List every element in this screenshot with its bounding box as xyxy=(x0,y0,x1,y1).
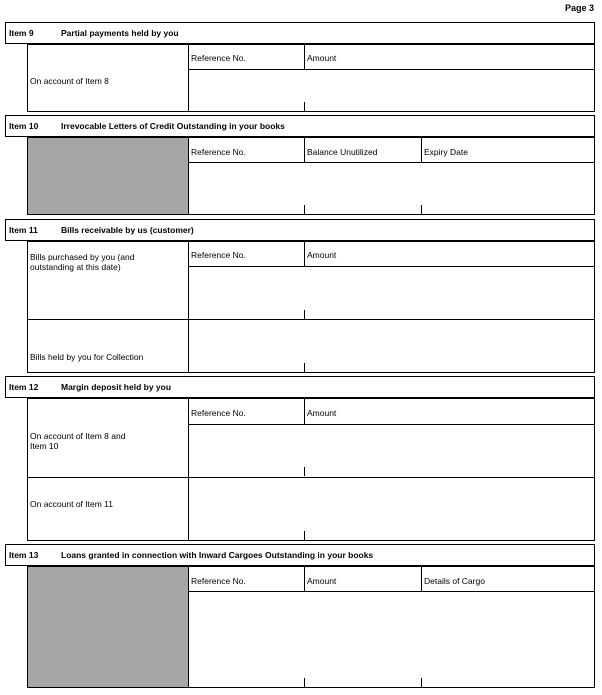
item12-row1-entry-area[interactable] xyxy=(189,425,594,476)
item9-row-label: On account of Item 8 xyxy=(30,76,109,86)
item9-col-divider xyxy=(304,44,305,69)
item11-row1-entry-area[interactable] xyxy=(189,267,594,318)
item11-row2-entry-area[interactable] xyxy=(189,320,594,372)
item10-title: Irrevocable Letters of Credit Outstanding in your books xyxy=(61,121,285,131)
item10-entry-area[interactable] xyxy=(189,163,594,214)
item10-col-ref: Reference No. xyxy=(191,147,246,157)
item12-header xyxy=(5,376,595,398)
item13-col-divider-2 xyxy=(421,566,422,591)
item9-col-amount: Amount xyxy=(307,53,337,63)
item13-header xyxy=(5,544,595,566)
item10-col-divider-2 xyxy=(421,137,422,162)
item11-col-amount: Amount xyxy=(307,250,337,260)
item9-entry-area[interactable] xyxy=(189,70,594,111)
item13-title: Loans granted in connection with Inward Cargoes Outstanding in your books xyxy=(61,550,374,560)
item12-row1-label-line2: Item 10 xyxy=(30,441,59,451)
item12-col-ref: Reference No. xyxy=(191,408,246,418)
item9-col-ref: Reference No. xyxy=(191,53,246,63)
item10-col-expiry: Expiry Date xyxy=(424,147,468,157)
item11-row2-label: Bills held by you for Collection xyxy=(30,352,144,362)
item12-row2-label: On account of Item 11 xyxy=(30,499,113,509)
item13-entry-area[interactable] xyxy=(189,592,594,687)
item10-col-divider-1 xyxy=(304,137,305,162)
item13-col-amount: Amount xyxy=(307,576,337,586)
item13-number: Item 13 xyxy=(9,550,39,560)
item11-col-divider xyxy=(304,241,305,266)
item12-col-divider xyxy=(304,398,305,424)
item12-number: Item 12 xyxy=(9,382,39,392)
item9-header xyxy=(5,22,595,44)
item9-number: Item 9 xyxy=(9,28,34,38)
item9-title: Partial payments held by you xyxy=(61,28,179,38)
item12-title: Margin deposit held by you xyxy=(61,382,172,392)
item10-shaded-cell xyxy=(28,138,188,214)
item13-shaded-cell xyxy=(28,567,188,687)
item11-row1-label-line1: Bills purchased by you (and xyxy=(30,252,135,262)
item10-col-balance: Balance Unutilized xyxy=(307,147,378,157)
item13-col-divider-1 xyxy=(304,566,305,591)
item12-row2-entry-area[interactable] xyxy=(189,478,594,540)
item12-row1-label-line1: On account of Item 8 and xyxy=(30,431,126,441)
item10-header xyxy=(5,115,595,137)
page-number: Page 3 xyxy=(564,3,594,13)
item11-title: Bills receivable by us (customer) xyxy=(61,225,194,235)
item10-number: Item 10 xyxy=(9,121,39,131)
item11-number: Item 11 xyxy=(9,225,38,235)
item11-col-ref: Reference No. xyxy=(191,250,246,260)
item11-row1-label-line2: outstanding at this date) xyxy=(30,262,121,272)
item12-col-amount: Amount xyxy=(307,408,337,418)
item13-col-cargo: Details of Cargo xyxy=(424,576,485,586)
item11-header xyxy=(5,219,595,241)
item13-col-ref: Reference No. xyxy=(191,576,246,586)
